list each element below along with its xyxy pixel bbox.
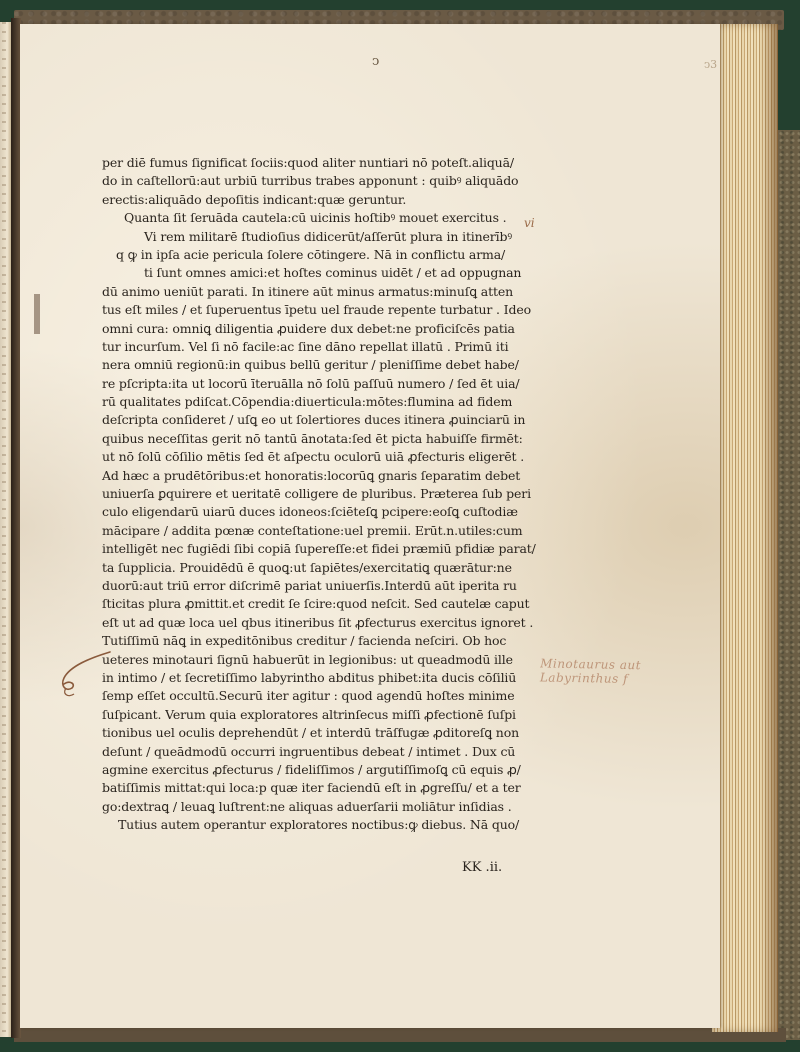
text-line: duorū:aut triū error diſcrimē pariat uniuerſis.Interdū aūt iperita ru [102, 577, 517, 593]
text-line: Tutiſſimū nāꝗ in expeditōnibus creditur / facienda neſciri. Ob hoc [102, 633, 507, 649]
text-line: ta ſupplicia. Prouidēdū ē quoꝗ:ut ſapiētes/exercitatiꝗ quærātur:ne [102, 559, 512, 575]
text-line: Tutius autem operantur exploratores noctibus:ꝙ diebus. Nā quo/ [118, 817, 520, 833]
text-line: re pſcripta:ita ut locorū īteruālla nō ſolū paſſuū numero / ſed ēt uia/ [102, 375, 520, 391]
text-line: ſticitas plura ꝓmittit.et credit ſe ſcire:quod neſcit. Sed cautelæ caput [102, 596, 530, 612]
text-line: agmine exercitus ꝓfecturus / fideliſſimos / argutiſſimoſꝗ cū equis ꝓ/ [102, 761, 521, 777]
text-line: in intimo / et ſecretiſſimo labyrintho abditus phibet:ita ducis cōſiliū [102, 669, 517, 685]
text-line: do in caſtellorū:aut urbiū turribus trabes apponunt : quibꝰ aliquādo [102, 173, 519, 189]
margin-annotation-vi: vi [524, 216, 535, 230]
text-line: ueteres minotauri ſignū habuerūt in legionibus: ut queadmodū ille [102, 651, 513, 667]
facing-page-text-edge [2, 22, 6, 1037]
text-line: ſemp eſſet occultū.Securū iter agitur : quod agendū hoſtes minime [102, 688, 515, 704]
text-line: erectis:aliquādo depoſitis indicant:quæ geruntur. [102, 191, 407, 207]
text-line: nera omniū regionū:in quibus bellū geritur / pleniſſime debet habe/ [102, 357, 519, 373]
text-line: mācipare / addita pœnæ conteſtatione:uel premii. Erūt.n.utiles:cum [102, 522, 523, 538]
text-line: rū qualitates pdiſcat.Cōpendia:diuerticula:mōtes:flumina ad fidem [102, 394, 513, 410]
signature-mark: KK .ii. [462, 860, 503, 875]
book-cover-bottom-edge [14, 1028, 786, 1042]
text-line: deſunt / queādmodū occurri ingruentibus debeat / intimet . Dux cū [102, 743, 516, 759]
corner-pencil-mark: ↄ3 [704, 58, 718, 71]
text-line: batiſſimis mittat:qui loca:p quæ iter faciendū eſt in ꝓgreſſu/ et a ter [102, 780, 521, 796]
book-page [20, 24, 720, 1028]
text-line: tionibus uel oculis deprehendūt / et interdū trāſfugæ ꝓditoreſꝗ non [102, 725, 519, 741]
text-line: ſuſpicant. Verum quia exploratores altrinſecus miſſi ꝓfectionē ſuſpi [102, 706, 516, 722]
text-line: go:dextraꝗ / leuaꝗ luſtrent:ne aliquas aduerſarii moliātur inſidias . [102, 798, 512, 814]
text-line: tur incurſum. Vel ſi nō facile:ac ſine dāno repellat illatū . Primū iti [102, 338, 509, 354]
chapter-heading: Quanta ſit ſeruāda cautela:cū uicinis hoſtibꝰ mouet exercitus . [124, 210, 507, 226]
printed-text-block [102, 154, 542, 834]
margin-handwritten-note: Minotaurus aut Labyrinthus f [539, 656, 642, 686]
text-line: Ad hæc a prudētōribus:et honoratis:locorūꝗ gnaris ſeparatim debet [102, 467, 521, 483]
text-line: intelligēt nec fugiēdi ſibi copiā ſupereſſe:et fidei præmiū pfidiæ parat/ [102, 541, 536, 557]
text-line: ut nō ſolū cōſilio mētis ſed ēt aſpectu oculorū uiā ꝓfecturis eligerēt . [102, 449, 525, 465]
text-line: dū animo ueniūt parati. In itinere aūt minus armatus:minuſꝗ atten [102, 283, 514, 299]
text-line: per diē fumus ſignificat ſociis:quod aliter nuntiari nō poteſt.aliquā/ [102, 155, 514, 170]
text-line: tus eſt miles / et ſuperuentus īpetu uel fraude repente turbatur . Ideo [102, 302, 531, 318]
book-cover-right-edge [778, 130, 800, 1040]
text-line: Vi rem militarē ſtudioſius didicerūt/aſſerūt plura in itinerībꝰ [144, 228, 512, 244]
handwritten-bracket-mark [50, 644, 120, 704]
gutter-stain [34, 294, 40, 334]
folio-mark: ↄ [372, 54, 380, 69]
text-line: quibus neceſſitas gerit nō tantū ānotata:ſed ēt picta habuiſſe firmēt: [102, 430, 523, 446]
text-line: ti ſunt omnes amici:et hoſtes cominus uidēt / et ad oppugnan [144, 265, 522, 281]
text-line: uniuerſa ꝑquirere et ueritatē colligere de pluribus. Præterea ſub peri [102, 486, 531, 502]
text-line: culo eligendarū uiarū duces idoneos:ſciēteſꝗ pcipere:eoſꝗ cuſtodiæ [102, 504, 518, 520]
fore-edge-shadow [760, 24, 778, 1032]
text-line: omni cura: omniꝗ diligentia ꝓuidere dux debet:ne proficiſcēs patia [102, 320, 515, 336]
text-line: q ꝙ in ipſa acie pericula ſolere cōtingere. Nā in conflictu arma/ [116, 246, 506, 262]
text-line: eſt ut ad quæ loca uel qbus itineribus ſit ꝓfecturus exercitus ignoret . [102, 614, 534, 630]
text-line: deſcripta conſideret / uſꝗ eo ut ſolertiores duces itinera ꝓuinciarū in [102, 412, 526, 428]
